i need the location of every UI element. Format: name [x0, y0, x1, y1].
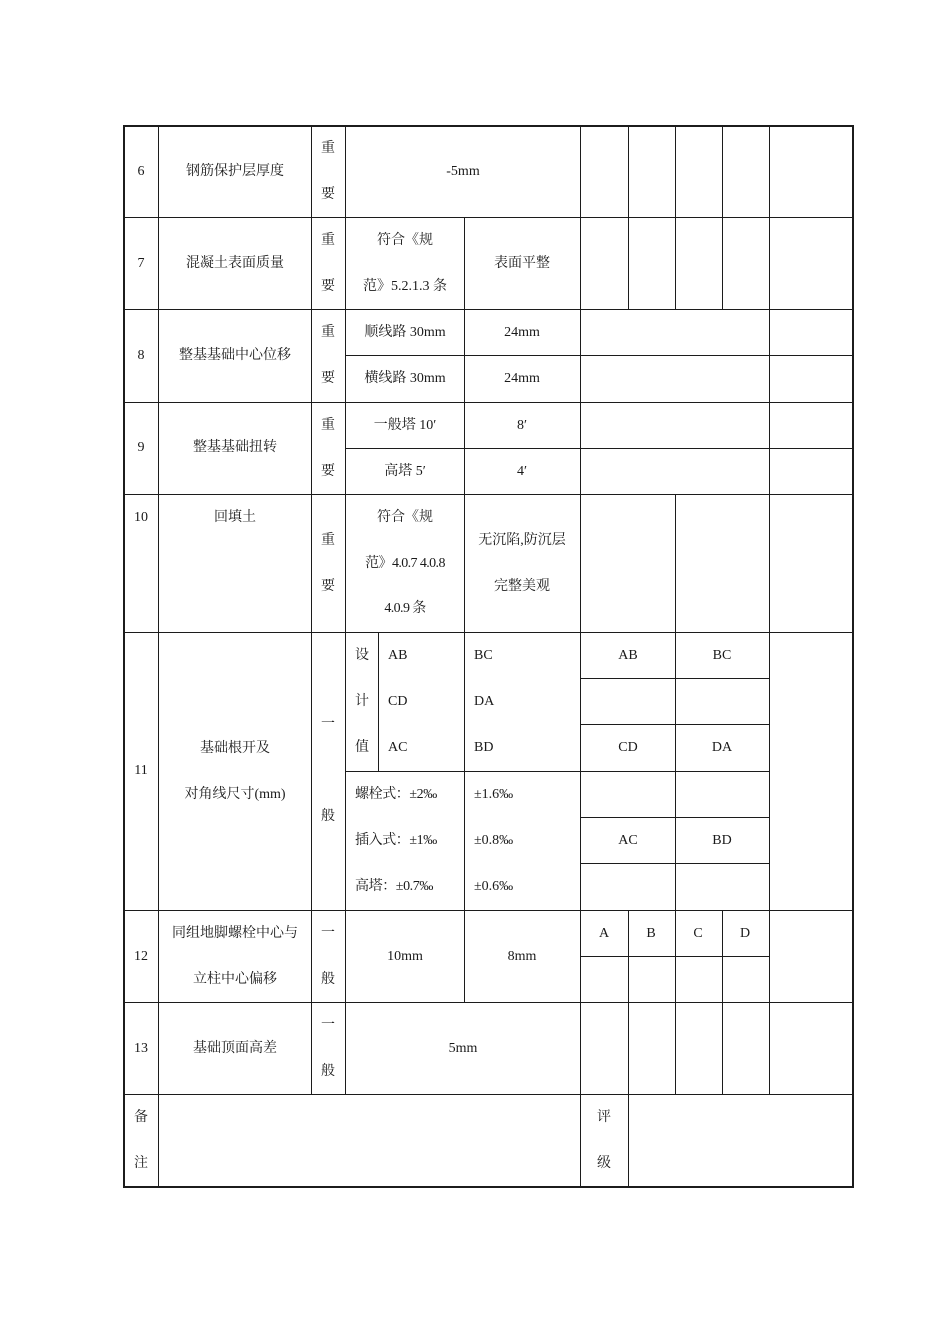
row-line [123, 402, 854, 403]
actual-value: 8′ [516, 418, 528, 433]
col-line [628, 910, 629, 1187]
col-line [722, 910, 723, 1094]
border-bottom [123, 1186, 854, 1188]
standard-value: 5mm [448, 1041, 478, 1056]
row-number: 6 [137, 164, 145, 179]
category-char: 要 [321, 187, 335, 202]
design-pair: BC [474, 648, 493, 663]
item-name-line: 对角线尺寸(mm) [184, 787, 286, 802]
tolerance-standard: 高塔：±0.7‰ [355, 879, 433, 894]
design-pair: DA [474, 694, 495, 709]
col-line [628, 125, 629, 309]
border-top [123, 125, 854, 127]
actual-value: 24mm [504, 325, 540, 340]
tolerance-actual: ±0.6‰ [474, 879, 514, 894]
category-char: 重 [321, 325, 335, 340]
measure-label: AB [618, 648, 638, 663]
category-char: 要 [321, 464, 335, 479]
sub-row-line [345, 771, 770, 772]
design-pair: AB [388, 648, 408, 663]
col-line [158, 125, 159, 1187]
measure-label: AC [618, 833, 638, 848]
col-line [378, 632, 379, 771]
measure-label: CD [618, 740, 638, 755]
category-char: 要 [321, 279, 335, 294]
col-line [675, 494, 676, 632]
item-name: 钢筋保护层厚度 [186, 164, 284, 179]
row-line [123, 1002, 854, 1003]
actual-value: 8mm [507, 949, 537, 964]
category-char: 般 [321, 972, 335, 987]
col-line [345, 125, 346, 1095]
item-name: 混凝土表面质量 [186, 256, 284, 271]
sub-row-line [345, 355, 854, 356]
item-name-line: 同组地脚螺栓中心与 [172, 926, 298, 941]
col-line [769, 125, 770, 1094]
item-name: 整基基础扭转 [193, 440, 277, 455]
row-number: 13 [134, 1041, 148, 1056]
row-number: 7 [137, 256, 145, 271]
border-left [123, 125, 125, 1188]
item-name-line: 立柱中心偏移 [193, 972, 277, 987]
actual-line: 无沉陷,防沉层 [478, 533, 566, 548]
category-char: 要 [321, 371, 335, 386]
point-label: A [598, 926, 610, 941]
row-line [123, 494, 854, 495]
row-line [123, 1094, 854, 1095]
tolerance-standard: 插入式：±1‰ [355, 833, 437, 848]
actual-value: 24mm [504, 371, 540, 386]
row-number: 8 [137, 348, 145, 363]
remark-label-char: 注 [134, 1156, 148, 1171]
row-number: 9 [137, 440, 145, 455]
actual-value: 4′ [516, 464, 528, 479]
border-right [852, 125, 854, 1188]
sub-row-line [345, 448, 854, 449]
col-line [675, 125, 676, 309]
col-line [675, 910, 676, 1094]
tolerance-standard: 螺栓式：±2‰ [355, 787, 437, 802]
row-line [123, 632, 854, 633]
design-label-char: 设 [355, 648, 369, 663]
category-char: 重 [321, 533, 335, 548]
item-name: 回填土 [214, 510, 256, 525]
category-char: 一 [321, 926, 335, 941]
col-line [580, 125, 581, 1187]
category-char: 重 [321, 233, 335, 248]
row-number: 10 [134, 510, 148, 525]
standard-value: 一般塔 10′ [373, 418, 437, 433]
standard-value: 10mm [387, 949, 423, 964]
col-line [675, 632, 676, 910]
actual-value: 表面平整 [494, 256, 550, 271]
category-char: 般 [321, 809, 335, 824]
actual-line: 完整美观 [494, 579, 550, 594]
remark-label-char: 备 [134, 1110, 148, 1125]
item-name: 基础顶面高差 [193, 1041, 277, 1056]
category-char: 一 [321, 1018, 335, 1033]
measure-label: BD [712, 833, 732, 848]
category-char: 要 [321, 579, 335, 594]
rating-label-char: 评 [597, 1110, 611, 1125]
design-label-char: 值 [355, 740, 369, 755]
col-line [722, 125, 723, 309]
design-pair: AC [388, 740, 408, 755]
item-name: 整基基础中心位移 [179, 348, 291, 363]
tolerance-actual: ±1.6‰ [474, 787, 514, 802]
tolerance-actual: ±0.8‰ [474, 833, 514, 848]
category-char: 一 [321, 717, 335, 732]
category-char: 般 [321, 1064, 335, 1079]
category-char: 重 [321, 141, 335, 156]
category-char: 重 [321, 418, 335, 433]
standard-value: -5mm [446, 164, 480, 179]
standard-line: 范》5.2.1.3 条 [363, 279, 447, 294]
row-line [123, 910, 854, 911]
row-line [123, 309, 854, 310]
point-label: B [646, 926, 656, 941]
row-number: 12 [134, 949, 148, 964]
standard-value: 横线路 30mm [364, 371, 446, 386]
standard-line: 符合《规 [377, 233, 433, 248]
measure-label: BC [712, 648, 732, 663]
row-line [123, 217, 854, 218]
rating-label-char: 级 [597, 1156, 611, 1171]
standard-line: 符合《规 [377, 510, 433, 525]
design-pair: CD [388, 694, 408, 709]
standard-line: 4.0.9 条 [384, 601, 426, 616]
standard-value: 顺线路 30mm [364, 325, 446, 340]
item-name-line: 基础根开及 [200, 741, 270, 756]
point-label: C [693, 926, 703, 941]
col-line [464, 217, 465, 1003]
measure-label: DA [711, 740, 733, 755]
design-pair: BD [474, 740, 494, 755]
col-line [311, 125, 312, 1095]
design-label-char: 计 [355, 694, 369, 709]
point-label: D [739, 926, 751, 941]
standard-value: 高塔 5′ [384, 464, 426, 479]
standard-line: 范》4.0.7 4.0.8 [365, 556, 445, 571]
row-number: 11 [134, 763, 148, 778]
